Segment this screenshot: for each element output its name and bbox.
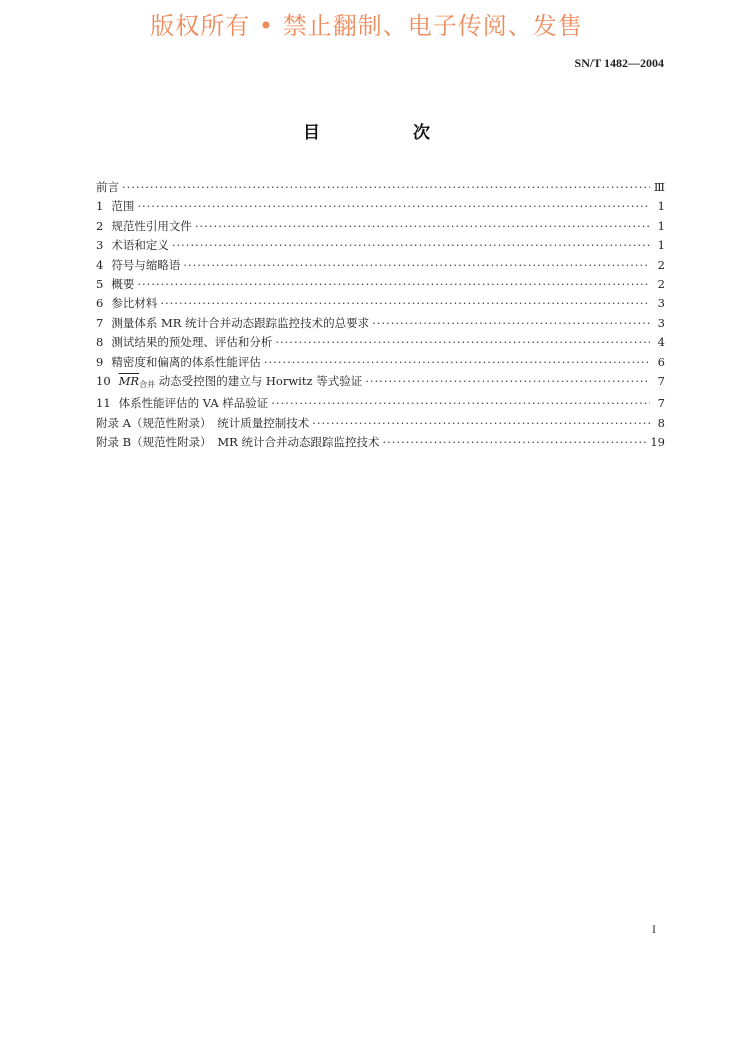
toc-section-number: 7	[96, 315, 104, 330]
toc-label: 测量体系 MR 统计合并动态跟踪监控技术的总要求	[111, 315, 370, 330]
toc-leader-dots	[275, 333, 650, 352]
toc-leader-dots	[122, 178, 650, 197]
toc-label: 规范性引用文件	[111, 218, 192, 233]
standard-number: SN/T 1482—2004	[574, 56, 664, 70]
toc-leader-dots	[183, 256, 650, 275]
toc-leader-dots	[195, 217, 650, 236]
toc-label: 前言	[96, 180, 119, 194]
toc-label: 概要	[111, 277, 135, 292]
toc-leader-dots	[137, 197, 650, 216]
copyright-banner: 版权所有 • 禁止翻制、电子传阅、发售	[150, 12, 583, 40]
toc-label: 体系性能评估的 VA 样品验证	[118, 396, 269, 411]
toc-leader-dots	[160, 294, 650, 313]
toc-mr-symbol: $\overline{MR}$	[118, 374, 140, 389]
toc-label: 符号与缩略语	[111, 257, 181, 272]
toc-entry-3[interactable]	[96, 236, 665, 255]
toc-section-number: 5	[96, 277, 104, 292]
toc-section-number: 2	[96, 218, 104, 233]
toc-page-number: 7	[657, 396, 665, 411]
toc-label: 精密度和偏离的体系性能评估	[111, 354, 261, 369]
toc-section-number: 11	[96, 396, 111, 411]
toc-mr-subscript: 合并	[139, 380, 156, 390]
toc-label: 测试结果的预处理、评估和分析	[111, 335, 273, 350]
toc-page-number: Ⅲ	[653, 180, 665, 194]
toc-page-number: 3	[657, 315, 665, 330]
toc-label: 范围	[111, 199, 135, 214]
toc-section-number: 6	[96, 296, 104, 311]
toc-entry-11[interactable]	[96, 394, 665, 413]
toc-entry-4[interactable]	[96, 256, 665, 275]
toc-entry-1[interactable]	[96, 197, 665, 216]
toc-entry-8[interactable]	[96, 333, 665, 352]
toc-page-number: 1	[657, 218, 665, 233]
toc-page-number: 4	[657, 335, 665, 350]
toc-section-number: 3	[96, 238, 104, 253]
page-number: I	[652, 922, 656, 936]
toc-section-number: 4	[96, 257, 104, 272]
toc-label: 参比材料	[111, 296, 158, 311]
toc-leader-dots	[172, 236, 650, 255]
toc-entry-10[interactable]	[96, 372, 665, 394]
toc-page-number: 6	[657, 354, 665, 369]
toc-section-number: 9	[96, 354, 104, 369]
toc-leader-dots	[382, 433, 647, 452]
toc-entry-6[interactable]	[96, 294, 665, 313]
toc-leader-dots	[271, 394, 650, 413]
toc-entry-foreword[interactable]	[96, 178, 665, 197]
toc-page-number: 3	[657, 296, 665, 311]
toc-entry-annex-a[interactable]	[96, 414, 665, 433]
toc-page-number: 7	[657, 374, 665, 389]
toc-page-number: 2	[657, 257, 665, 272]
page-title: 目 次	[303, 123, 468, 143]
toc-label: 动态受控图的建立与 Horwitz 等式验证	[155, 374, 363, 389]
toc-page-number: 1	[657, 199, 665, 214]
toc-section-number: 8	[96, 335, 104, 350]
toc-entry-9[interactable]	[96, 353, 665, 372]
toc-page-number: 1	[657, 238, 665, 253]
toc-label: 术语和定义	[111, 238, 169, 253]
toc-section-number: 1	[96, 199, 104, 214]
toc-section-number: 10	[96, 374, 111, 389]
toc-label: 附录 B（规范性附录） MR 统计合并动态跟踪监控技术	[96, 435, 380, 450]
toc-leader-dots	[312, 414, 650, 433]
toc-leader-dots	[365, 372, 650, 391]
toc-entry-5[interactable]	[96, 275, 665, 294]
toc-leader-dots	[372, 314, 650, 333]
toc-leader-dots	[264, 353, 650, 372]
toc-leader-dots	[137, 275, 650, 294]
toc-page-number: 19	[650, 435, 665, 450]
toc-page-number: 8	[657, 415, 665, 430]
toc-page-number: 2	[657, 277, 665, 292]
table-of-contents	[96, 178, 665, 453]
toc-entry-2[interactable]	[96, 217, 665, 236]
toc-label: 附录 A（规范性附录） 统计质量控制技术	[96, 415, 310, 430]
toc-entry-annex-b[interactable]	[96, 433, 665, 452]
toc-entry-7[interactable]	[96, 314, 665, 333]
